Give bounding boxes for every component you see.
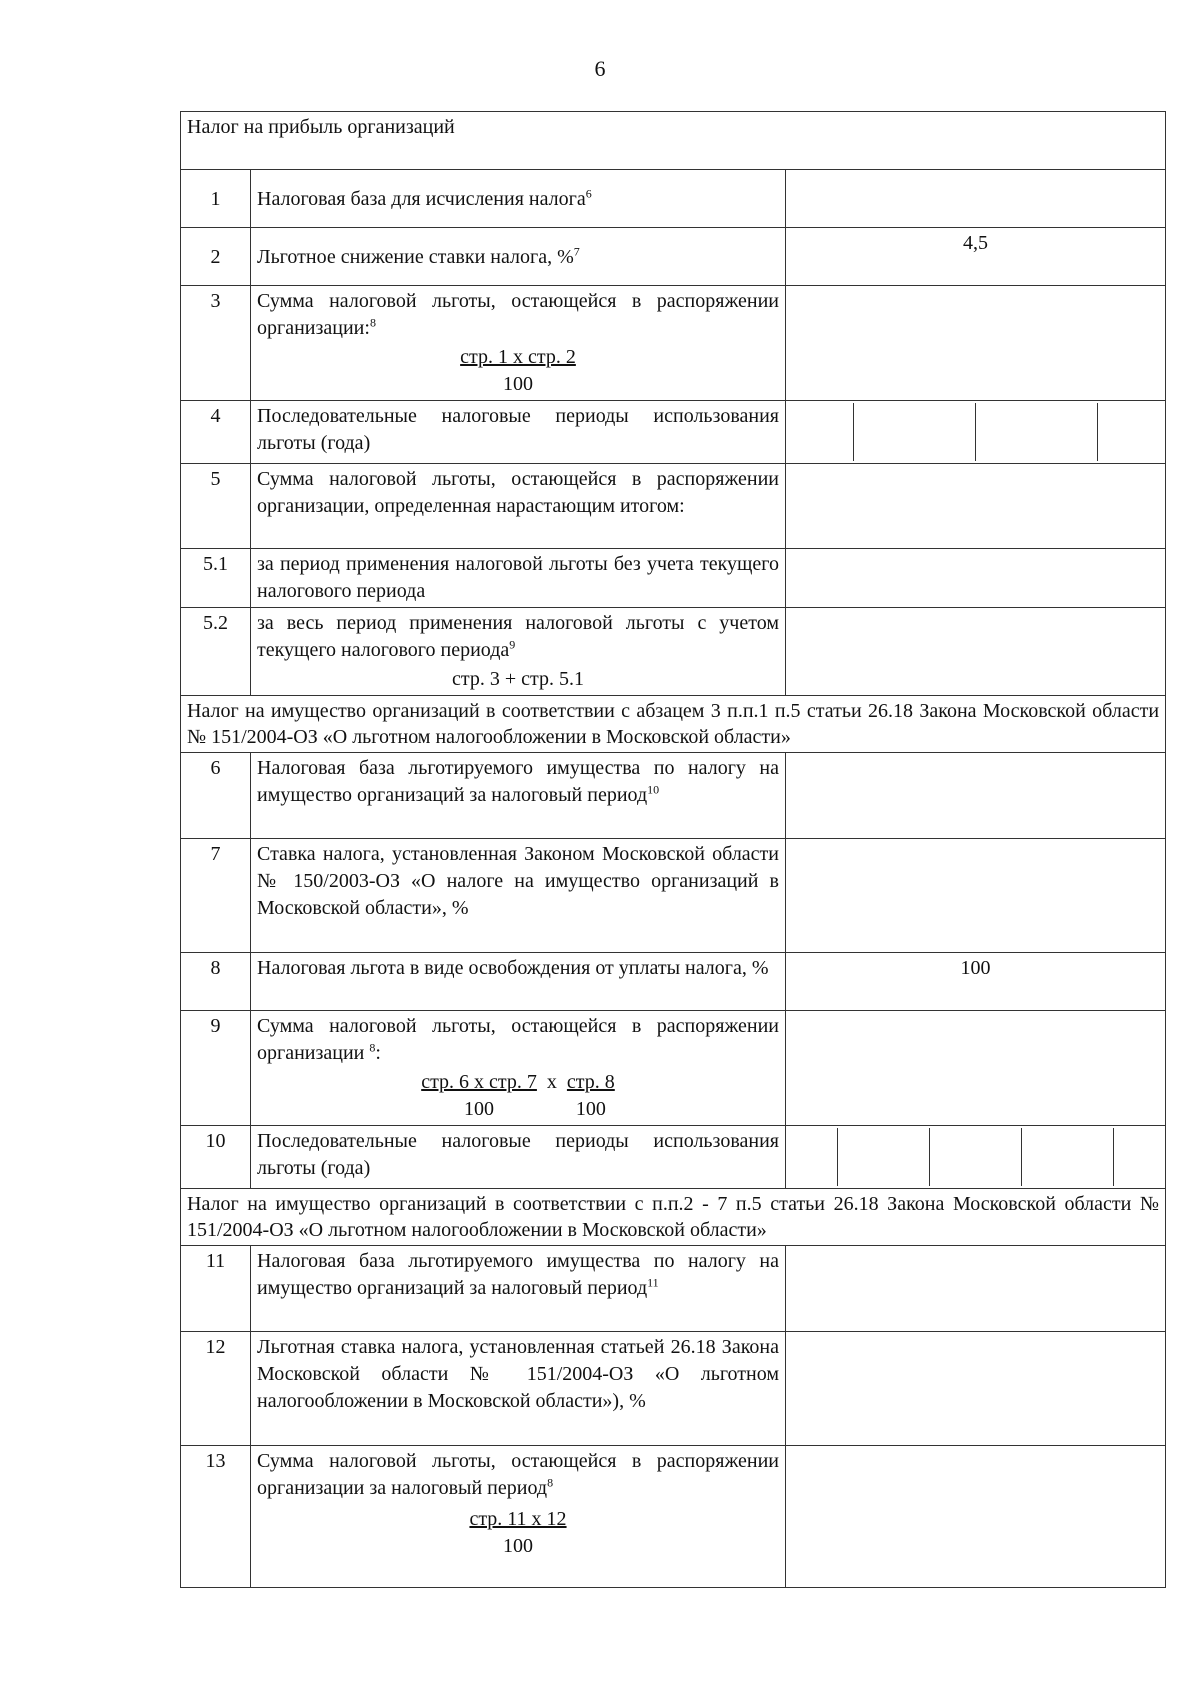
row-description: Льготная ставка налога, установленная статьей 26.18 Закона Московской области № 151/2004-ОЗ «О льготном налогообложении в Московской области»), % — [251, 1332, 786, 1446]
section-title-property-tax-2: Налог на имущество организаций в соответствии с п.п.2 - 7 п.5 статьи 26.18 Закона Московской области № 151/2004-ОЗ «О льготном налогообложении в Московской области» — [181, 1189, 1166, 1246]
section-row-profit-tax — [181, 112, 1166, 170]
footnote-ref: 10 — [647, 782, 660, 797]
years-grid — [792, 403, 1159, 461]
formula — [257, 1506, 779, 1560]
table-row — [181, 464, 1166, 549]
row-description — [251, 286, 786, 401]
years-grid — [792, 1128, 1159, 1186]
row-description — [251, 753, 786, 839]
tax-benefit-table — [180, 111, 1166, 1588]
formula-numerator: стр. 1 х стр. 2 — [460, 346, 576, 368]
row-number: 3 — [181, 286, 251, 401]
footnote-ref: 8 — [369, 315, 376, 330]
table-row — [181, 953, 1166, 1011]
table-row — [181, 753, 1166, 839]
footnote-ref: 8 — [369, 1040, 376, 1055]
table-row — [181, 839, 1166, 953]
table-row — [181, 170, 1166, 228]
value-cell[interactable] — [786, 170, 1166, 228]
table-row — [181, 1332, 1166, 1446]
years-cell — [786, 1126, 1166, 1189]
year-cell[interactable] — [930, 1128, 1022, 1186]
row-description: Ставка налога, установленная Законом Московской области № 150/2003-ОЗ «О налоге на имущество организаций в Московской области», % — [251, 839, 786, 953]
year-cell[interactable] — [1021, 1128, 1113, 1186]
value-cell[interactable] — [786, 1011, 1166, 1126]
row-description: Последовательные налоговые периоды использования льготы (года) — [251, 401, 786, 464]
footnote-ref: 9 — [509, 637, 516, 652]
row-description: Последовательные налоговые периоды использования льготы (года) — [251, 1126, 786, 1189]
year-cell[interactable] — [792, 403, 853, 461]
row-text-end: : — [375, 1042, 381, 1064]
year-cell[interactable] — [1113, 1128, 1159, 1186]
formula-denominator: 100 — [464, 1098, 495, 1120]
section-row-property-tax-1 — [181, 696, 1166, 753]
row-number: 13 — [181, 1446, 251, 1588]
value-cell[interactable]: 4,5 — [786, 228, 1166, 286]
multiply-sign: х — [546, 1071, 557, 1093]
table-row — [181, 1246, 1166, 1332]
years-cell — [786, 401, 1166, 464]
table-row — [181, 1446, 1166, 1588]
value-cell[interactable] — [786, 1446, 1166, 1588]
value-cell[interactable] — [786, 839, 1166, 953]
table-row — [181, 228, 1166, 286]
section-row-property-tax-2 — [181, 1189, 1166, 1246]
value-cell[interactable] — [786, 1246, 1166, 1332]
formula-denominator: 100 — [575, 1098, 606, 1120]
row-description: за период применения налоговой льготы без учета текущего налогового периода — [251, 549, 786, 608]
formula-numerator: стр. 8 — [566, 1071, 615, 1093]
formula-denominator: 100 — [502, 373, 533, 395]
page-number: 6 — [594, 56, 606, 81]
table-row — [181, 401, 1166, 464]
row-description: Налоговая льгота в виде освобождения от уплаты налога, % — [251, 953, 786, 1011]
row-description — [251, 170, 786, 228]
formula — [257, 1069, 779, 1123]
row-description — [251, 1446, 786, 1588]
value-cell[interactable] — [786, 1332, 1166, 1446]
row-description — [251, 228, 786, 286]
row-number: 7 — [181, 839, 251, 953]
row-text: Налоговая база для исчисления налога — [257, 188, 586, 210]
section-title-property-tax-1: Налог на имущество организаций в соответствии с абзацем 3 п.п.1 п.5 статьи 26.18 Закона Московской области № 151/2004-ОЗ «О льготном налогообложении в Московской области» — [181, 696, 1166, 753]
footnote-ref: 6 — [585, 186, 592, 201]
year-cell[interactable] — [853, 403, 975, 461]
row-text: Сумма налоговой льготы, остающейся в распоряжении организации — [257, 1015, 779, 1064]
row-number: 6 — [181, 753, 251, 839]
row-number: 2 — [181, 228, 251, 286]
row-number: 5.1 — [181, 549, 251, 608]
row-description: Сумма налоговой льготы, остающейся в распоряжении организации, определенная нарастающим итогом: — [251, 464, 786, 549]
formula — [257, 344, 779, 398]
value-cell[interactable] — [786, 753, 1166, 839]
row-number: 10 — [181, 1126, 251, 1189]
row-text: Сумма налоговой льготы, остающейся в распоряжении организации за налоговый период — [257, 1450, 779, 1499]
table-row — [181, 549, 1166, 608]
row-number: 9 — [181, 1011, 251, 1126]
section-title-profit-tax: Налог на прибыль организаций — [181, 112, 1166, 170]
table-row — [181, 286, 1166, 401]
row-description — [251, 1011, 786, 1126]
table-row — [181, 1126, 1166, 1189]
year-cell[interactable] — [1098, 403, 1159, 461]
table-row — [181, 608, 1166, 696]
row-text: Льготное снижение ставки налога, % — [257, 246, 574, 268]
formula-numerator: стр. 6 х стр. 7 — [421, 1071, 537, 1093]
formula: стр. 3 + стр. 5.1 — [451, 668, 584, 690]
value-cell[interactable]: 100 — [786, 953, 1166, 1011]
row-description — [251, 1246, 786, 1332]
row-text: за весь период применения налоговой льготы с учетом текущего налогового периода — [257, 612, 779, 661]
row-number: 5 — [181, 464, 251, 549]
footnote-ref: 8 — [547, 1475, 554, 1490]
footnote-ref: 7 — [573, 244, 580, 259]
row-text: Налоговая база льготируемого имущества по налогу на имущество организаций за налоговый период — [257, 1250, 779, 1299]
row-number: 8 — [181, 953, 251, 1011]
row-description — [251, 608, 786, 696]
table-row — [181, 1011, 1166, 1126]
row-number: 4 — [181, 401, 251, 464]
value-cell[interactable] — [786, 286, 1166, 401]
row-number: 12 — [181, 1332, 251, 1446]
row-number: 11 — [181, 1246, 251, 1332]
row-number: 5.2 — [181, 608, 251, 696]
year-cell[interactable] — [976, 403, 1098, 461]
value-cell[interactable] — [786, 549, 1166, 608]
year-cell[interactable] — [792, 1128, 838, 1186]
row-number: 1 — [181, 170, 251, 228]
row-text: Налоговая база льготируемого имущества по налогу на имущество организаций за налоговый период — [257, 757, 779, 806]
footnote-ref: 11 — [647, 1275, 659, 1290]
value-cell[interactable] — [786, 464, 1166, 549]
year-cell[interactable] — [838, 1128, 930, 1186]
formula-numerator: стр. 11 х 12 — [469, 1508, 567, 1530]
formula-denominator: 100 — [503, 1535, 533, 1557]
value-cell[interactable] — [786, 608, 1166, 696]
row-text: Сумма налоговой льготы, остающейся в распоряжении организации: — [257, 290, 779, 339]
